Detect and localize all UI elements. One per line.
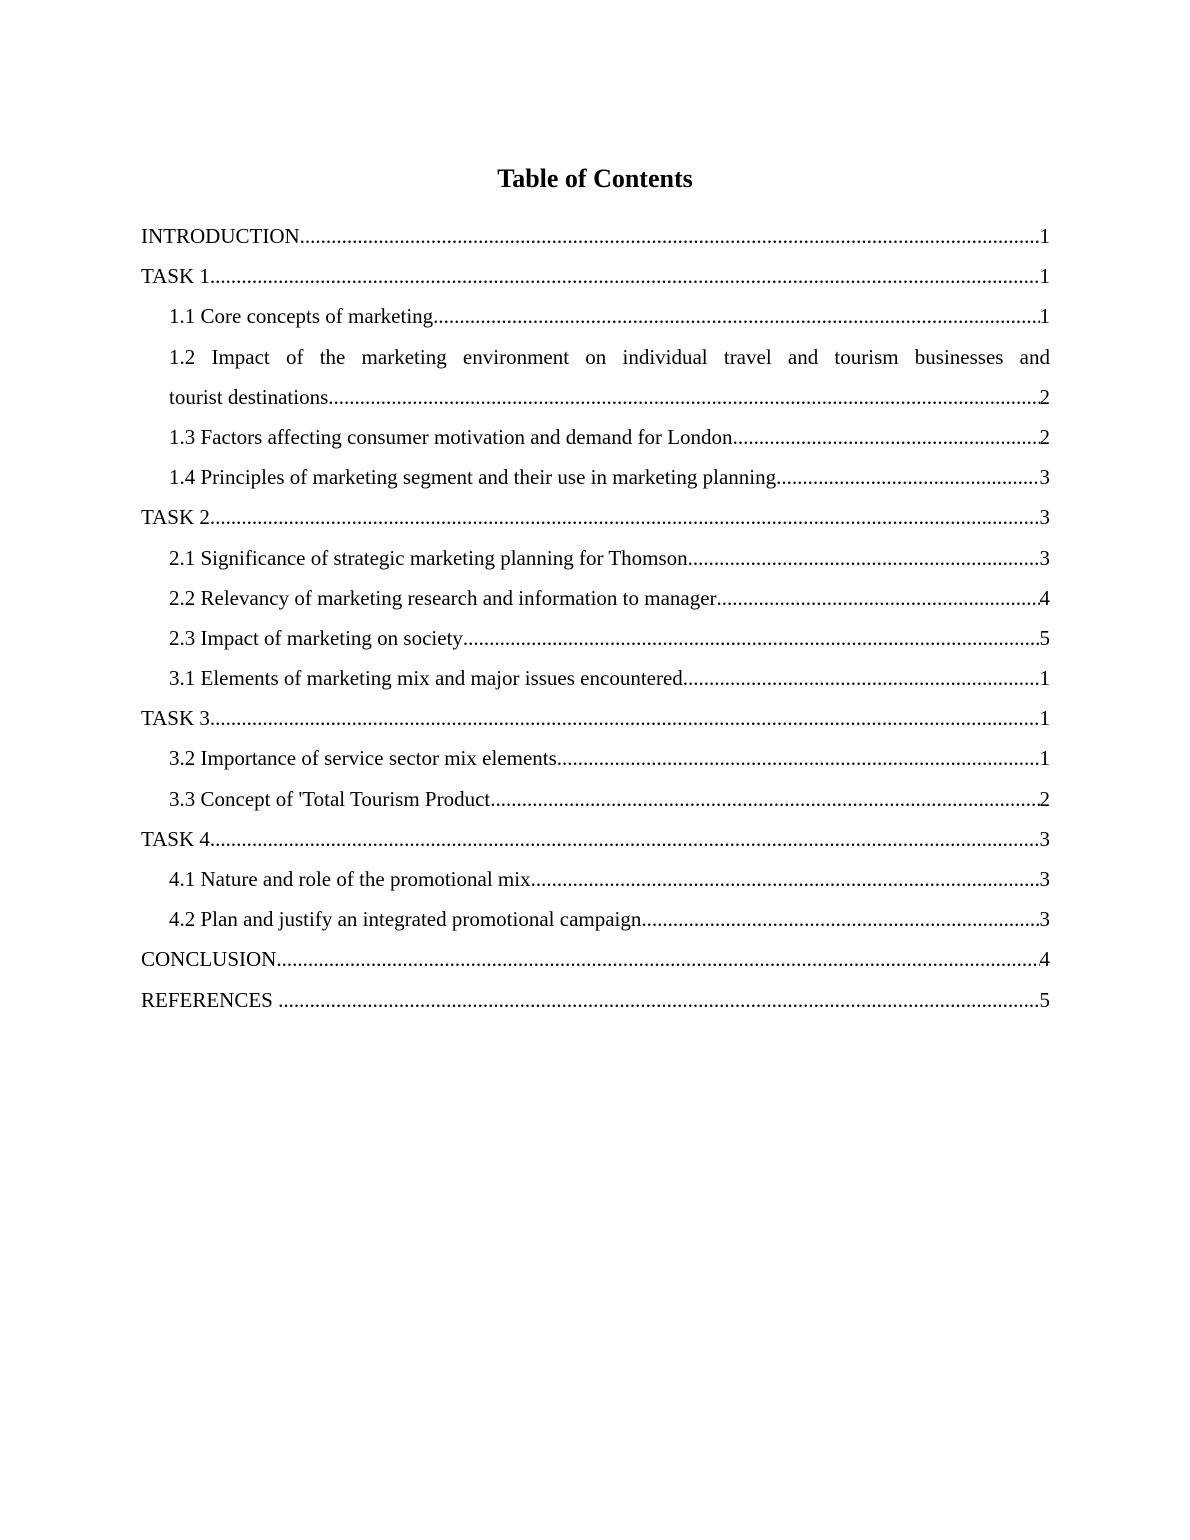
dot-leader bbox=[717, 578, 1040, 618]
toc-entry-label: TASK 4 bbox=[141, 819, 210, 859]
toc-entry-task-2[interactable] bbox=[141, 497, 1050, 537]
toc-entry-label: 2.3 Impact of marketing on society bbox=[169, 618, 463, 658]
dot-leader bbox=[463, 618, 1040, 658]
toc-entry-3-2[interactable] bbox=[169, 738, 1050, 778]
toc-entry-conclusion[interactable] bbox=[141, 939, 1050, 979]
toc-entry-label: 2.1 Significance of strategic marketing planning for Thomson bbox=[169, 538, 688, 578]
toc-entry-1-4[interactable] bbox=[169, 457, 1050, 497]
toc-page-number: 1 bbox=[1039, 746, 1050, 771]
toc-page-number: 4 bbox=[1039, 947, 1050, 972]
toc-entry-label: INTRODUCTION bbox=[141, 216, 300, 256]
dot-leader bbox=[688, 538, 1040, 578]
toc-entry-label: TASK 1 bbox=[141, 256, 210, 296]
dot-leader bbox=[210, 497, 1040, 537]
toc-page-number: 4 bbox=[1039, 585, 1050, 610]
toc-page-number: 1 bbox=[1039, 224, 1050, 248]
toc-entry-label-line1: 1.2 Impact of the marketing environment on individual travel and tourism businesses and bbox=[169, 344, 1050, 369]
toc-entry-label: TASK 2 bbox=[141, 497, 210, 537]
dot-leader bbox=[210, 819, 1040, 859]
dot-leader bbox=[433, 296, 1039, 336]
toc-entry-label: 3.3 Concept of 'Total Tourism Product bbox=[169, 779, 490, 819]
dot-leader bbox=[683, 658, 1040, 698]
toc-entry-label: 4.1 Nature and role of the promotional mix bbox=[169, 859, 531, 899]
toc-page-number: 1 bbox=[1039, 706, 1050, 731]
toc-page-number: 5 bbox=[1039, 987, 1050, 1012]
toc-entry-label: CONCLUSION bbox=[141, 939, 276, 979]
toc-page-number: 3 bbox=[1039, 465, 1050, 490]
toc-page-number: 2 bbox=[1039, 786, 1050, 811]
toc-list bbox=[141, 216, 1050, 1020]
toc-entry-label: 1.1 Core concepts of marketing bbox=[169, 296, 433, 336]
dot-leader bbox=[733, 417, 1040, 457]
toc-page-number: 3 bbox=[1039, 545, 1050, 570]
toc-entry-references[interactable] bbox=[141, 980, 1050, 1020]
toc-entry-3-1[interactable] bbox=[169, 658, 1050, 698]
toc-title: Table of Contents bbox=[497, 164, 693, 193]
dot-leader bbox=[276, 939, 1039, 979]
toc-page-number: 3 bbox=[1039, 867, 1050, 892]
toc-page-number: 1 bbox=[1039, 666, 1050, 691]
toc-entry-2-2[interactable] bbox=[169, 578, 1050, 618]
toc-page-number: 3 bbox=[1039, 505, 1050, 530]
toc-page-number: 1 bbox=[1039, 304, 1050, 329]
dot-leader bbox=[300, 216, 1040, 256]
toc-page-number: 3 bbox=[1039, 826, 1050, 851]
toc-page-number: 1 bbox=[1039, 264, 1050, 289]
toc-entry-4-2[interactable] bbox=[169, 899, 1050, 939]
toc-page-number: 5 bbox=[1039, 625, 1050, 650]
dot-leader bbox=[557, 738, 1040, 778]
toc-entry-label: 1.4 Principles of marketing segment and their use in marketing planning bbox=[169, 457, 776, 497]
toc-entry-task-1[interactable] bbox=[141, 256, 1050, 296]
toc-entry-introduction[interactable] bbox=[141, 216, 1050, 256]
dot-leader bbox=[210, 698, 1040, 738]
dot-leader bbox=[531, 859, 1040, 899]
toc-entry-1-1[interactable] bbox=[169, 296, 1050, 336]
dot-leader bbox=[641, 899, 1039, 939]
toc-page-number: 3 bbox=[1039, 907, 1050, 932]
dot-leader bbox=[490, 779, 1039, 819]
toc-entry-label: TASK 3 bbox=[141, 698, 210, 738]
dot-leader bbox=[776, 457, 1039, 497]
toc-entry-4-1[interactable] bbox=[169, 859, 1050, 899]
dot-leader bbox=[278, 980, 1039, 1020]
toc-entry-2-1[interactable] bbox=[169, 538, 1050, 578]
dot-leader bbox=[328, 377, 1039, 417]
dot-leader bbox=[210, 256, 1040, 296]
toc-entry-label-line2: tourist destinations bbox=[169, 377, 328, 417]
toc-entry-label: 1.3 Factors affecting consumer motivation and demand for London bbox=[169, 417, 733, 457]
toc-entry-task-3[interactable] bbox=[141, 698, 1050, 738]
toc-page-number: 2 bbox=[1039, 424, 1050, 449]
toc-entry-1-3[interactable] bbox=[169, 417, 1050, 457]
toc-page-number: 2 bbox=[1039, 384, 1050, 409]
toc-entry-3-3[interactable] bbox=[169, 779, 1050, 819]
toc-entry-task-4[interactable] bbox=[141, 819, 1050, 859]
toc-entry-label: 3.1 Elements of marketing mix and major issues encountered bbox=[169, 658, 683, 698]
toc-entry-label: 3.2 Importance of service sector mix elements bbox=[169, 738, 557, 778]
toc-entry-label: REFERENCES bbox=[141, 980, 278, 1020]
toc-entry-label: 4.2 Plan and justify an integrated promotional campaign bbox=[169, 899, 641, 939]
toc-entry-1-2[interactable] bbox=[169, 337, 1050, 417]
toc-entry-2-3[interactable] bbox=[169, 618, 1050, 658]
toc-entry-label: 2.2 Relevancy of marketing research and information to manager bbox=[169, 578, 717, 618]
